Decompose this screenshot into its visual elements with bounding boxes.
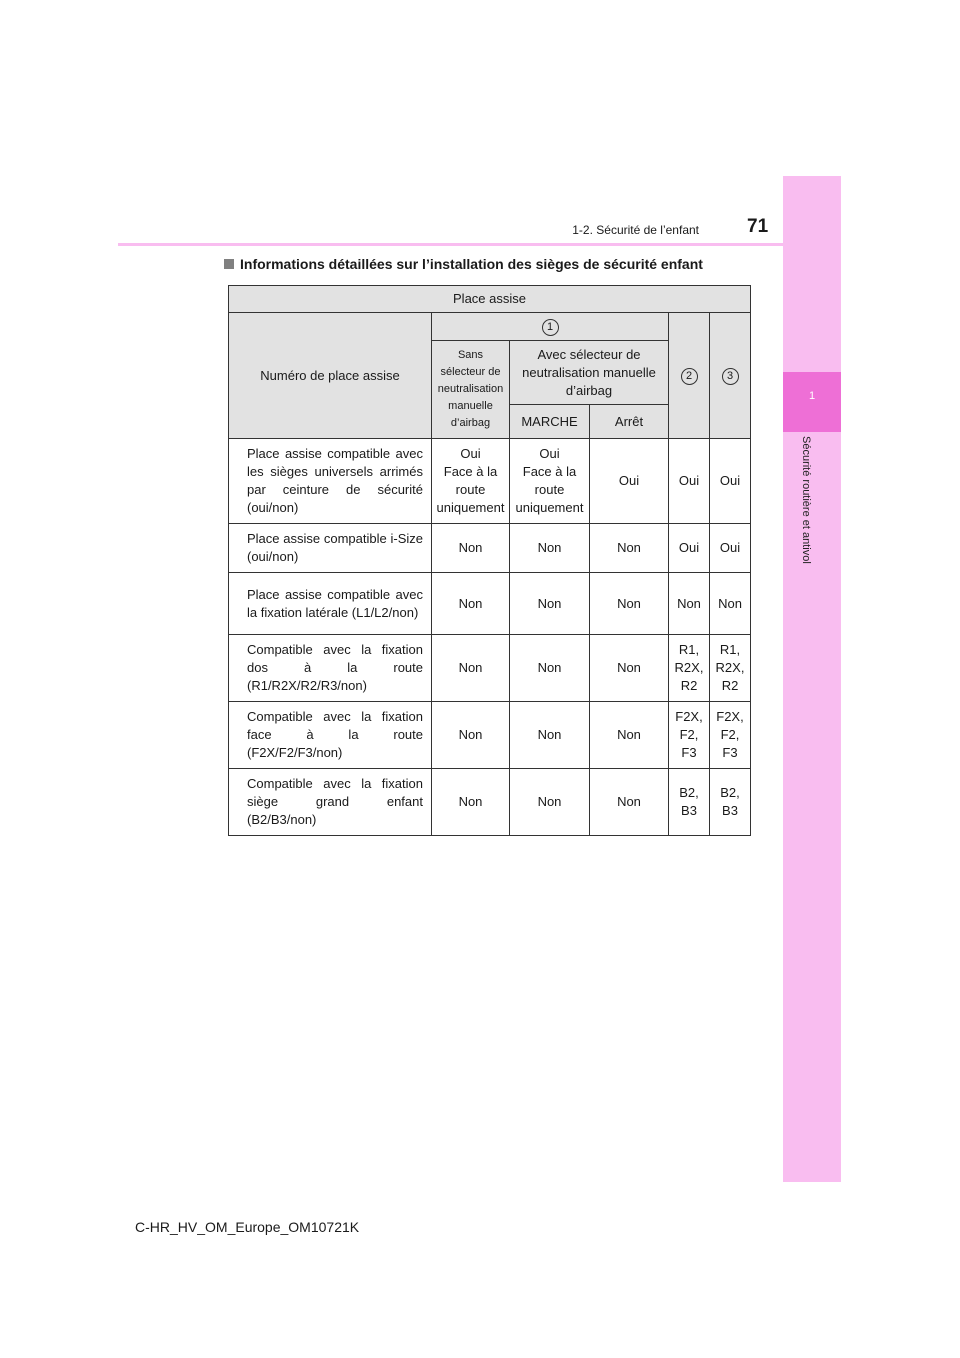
table-cell: Non <box>710 573 751 635</box>
square-bullet-icon <box>224 259 234 269</box>
table-cell: Oui <box>710 524 751 573</box>
section-heading <box>224 256 703 272</box>
row-label: Place assise compatible avec les sièges universels arrimés par ceinture de sécurité (oui/non) <box>229 439 432 524</box>
table-cell: Non <box>510 524 590 573</box>
table-row <box>229 769 751 836</box>
table-cell: Non <box>432 573 510 635</box>
header-sans-selecteur: Sans sélecteur de neutralisation manuelle d’airbag <box>432 341 510 439</box>
row-label: Compatible avec la fixation dos à la route (R1/R2X/R2/R3/non) <box>229 635 432 702</box>
row-label: Compatible avec la fixation siège grand enfant (B2/B3/non) <box>229 769 432 836</box>
chapter-side-strip <box>783 176 841 1182</box>
table-cell: Oui <box>669 439 710 524</box>
table-cell: Oui <box>710 439 751 524</box>
table-cell: Non <box>432 769 510 836</box>
table-cell: Oui Face à la route uniquement <box>432 439 510 524</box>
seat-installation-table <box>228 285 751 836</box>
table-cell: Oui <box>590 439 669 524</box>
row-label: Compatible avec la fixation face à la route (F2X/F2/F3/non) <box>229 702 432 769</box>
seat-number-3: 3 <box>722 368 739 385</box>
row-label: Place assise compatible avec la fixation latérale (L1/L2/non) <box>229 573 432 635</box>
header-marche: MARCHE <box>510 405 590 439</box>
table-cell: B2, B3 <box>669 769 710 836</box>
header-rule <box>118 243 841 246</box>
header-numero-place: Numéro de place assise <box>229 313 432 439</box>
header-seat-1 <box>432 313 669 341</box>
table-cell: Oui Face à la route uniquement <box>510 439 590 524</box>
header-seat-2 <box>669 313 710 439</box>
header-avec-selecteur: Avec sélecteur de neutralisation manuelle d’airbag <box>510 341 669 405</box>
table-cell: Non <box>590 573 669 635</box>
table-cell: Non <box>510 635 590 702</box>
table-row <box>229 702 751 769</box>
table-cell: B2, B3 <box>710 769 751 836</box>
table-cell: Non <box>590 769 669 836</box>
footer-document-id: C-HR_HV_OM_Europe_OM10721K <box>135 1219 360 1235</box>
table-cell: R1, R2X, R2 <box>669 635 710 702</box>
seat-number-1: 1 <box>542 319 559 336</box>
row-label: Place assise compatible i-Size (oui/non) <box>229 524 432 573</box>
seat-number-2: 2 <box>681 368 698 385</box>
table-cell: Non <box>432 524 510 573</box>
table-cell: Non <box>432 635 510 702</box>
table-cell: Non <box>432 702 510 769</box>
table-cell: F2X, F2, F3 <box>669 702 710 769</box>
table-cell: Non <box>669 573 710 635</box>
table-cell: Non <box>590 702 669 769</box>
table-row <box>229 524 751 573</box>
section-title: 1-2. Sécurité de l’enfant <box>572 223 699 237</box>
table-cell: Non <box>590 524 669 573</box>
section-heading-text: Informations détaillées sur l’installation des sièges de sécurité enfant <box>240 256 703 272</box>
chapter-number-box <box>783 372 841 432</box>
header-seat-3 <box>710 313 751 439</box>
header-place-assise: Place assise <box>229 286 751 313</box>
table-cell: Oui <box>669 524 710 573</box>
chapter-title: Sécurité routière et antivol <box>800 436 812 564</box>
table-row <box>229 573 751 635</box>
page-number: 71 <box>747 216 769 237</box>
header-arret: Arrêt <box>590 405 669 439</box>
table-row <box>229 635 751 702</box>
table-cell: Non <box>510 769 590 836</box>
table-cell: F2X, F2, F3 <box>710 702 751 769</box>
table-row <box>229 439 751 524</box>
chapter-number: 1 <box>808 390 816 402</box>
table-cell: Non <box>510 573 590 635</box>
table-cell: Non <box>510 702 590 769</box>
table-cell: Non <box>590 635 669 702</box>
table-cell: R1, R2X, R2 <box>710 635 751 702</box>
